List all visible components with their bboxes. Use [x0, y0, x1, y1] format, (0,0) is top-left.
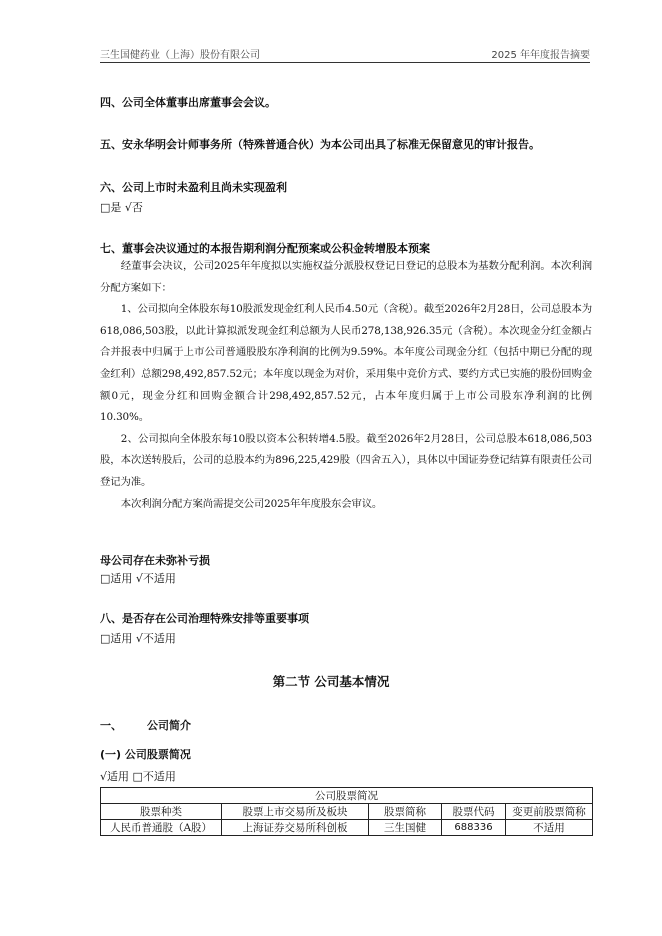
- table-header-cell: 股票种类: [101, 804, 222, 820]
- table-header-cell: 变更前股票简称: [506, 804, 593, 820]
- table-cell: 三生国健: [369, 820, 442, 836]
- item-4: 四、公司全体董事出席董事会会议。: [100, 96, 276, 109]
- subsection-1-1-title: (一) 公司股票简况: [100, 748, 191, 761]
- item-7-title: 七、董事会决议通过的本报告期利润分配预案或公积金转增股本预案: [100, 242, 430, 255]
- item-7-body: [100, 256, 592, 515]
- table-caption: 公司股票简况: [101, 788, 593, 804]
- subsection-1-title: 公司简介: [147, 719, 191, 732]
- stock-table: [100, 787, 593, 836]
- table-header-row: [101, 804, 593, 820]
- table-header-cell: 股票上市交易所及板块: [222, 804, 369, 820]
- page-header: [100, 44, 590, 63]
- item-5: 五、安永华明会计师事务所（特殊普通合伙）为本公司出具了标准无保留意见的审计报告。: [100, 138, 540, 151]
- subsection-1-number: 一、: [100, 719, 122, 732]
- item-6-options: □是 √否: [100, 201, 143, 214]
- item-7-paragraph-4: 本次利润分配方案尚需提交公司2025年年度股东会审议。: [120, 497, 383, 510]
- section-2-title: 第二节 公司基本情况: [272, 674, 390, 689]
- table-row: [101, 820, 593, 836]
- table-caption-row: [101, 788, 593, 804]
- deficit-options: □适用 √不适用: [100, 572, 176, 585]
- table-header-cell: 股票代码: [442, 804, 506, 820]
- header-report-title: 2025 年年度报告摘要: [491, 50, 590, 61]
- item-7-paragraph-3: 2、公司拟向全体股东每10股以资本公积转增4.5股。截至2026年2月28日，公司总股本618,086,503股，本次送转股后，公司的总股本约为896,225,429股（四舍五入），具体以中国证券登记结算有限责任公司登记为准。: [100, 432, 592, 488]
- item-7-paragraph-2: 1、公司拟向全体股东每10股派发现金红利人民币4.50元（含税）。截至2026年2月28日，公司总股本为618,086,503股，以此计算拟派发现金红利总额为人民币278,138,926.35元（含税）。本次现金分红金额占合并报表中归属于上市公司普通股股东净利润的比例为9.59%。本年度公司现金分红（包括中期已分配的现金红利）总额298,492,857.52元；本年度以现金为对价，采用集中竞价方式、要约方式已实施的股份回购金额0元，现金分红和回购金额合计298,492,857.52元，占本年度归属于上市公司股东净利润的比例10.30%。: [100, 303, 592, 424]
- header-company: 三生国健药业（上海）股份有限公司: [100, 50, 260, 61]
- item-7-paragraph-1: 经董事会决议，公司2025年年度拟以实施权益分派股权登记日登记的总股本为基数分配利润。本次利润分配方案如下：: [100, 260, 592, 294]
- item-8-title: 八、是否存在公司治理特殊安排等重要事项: [100, 612, 309, 625]
- subsection-1-1-options: √适用 □不适用: [100, 770, 176, 783]
- item-6-title: 六、公司上市时未盈利且尚未实现盈利: [100, 181, 287, 194]
- table-cell: 上海证券交易所科创板: [222, 820, 369, 836]
- table-header-cell: 股票简称: [369, 804, 442, 820]
- table-cell: 不适用: [506, 820, 593, 836]
- item-8-options: □适用 √不适用: [100, 632, 176, 645]
- table-cell: 人民币普通股（A股）: [101, 820, 222, 836]
- table-cell: 688336: [442, 820, 506, 836]
- deficit-title: 母公司存在未弥补亏损: [100, 554, 210, 567]
